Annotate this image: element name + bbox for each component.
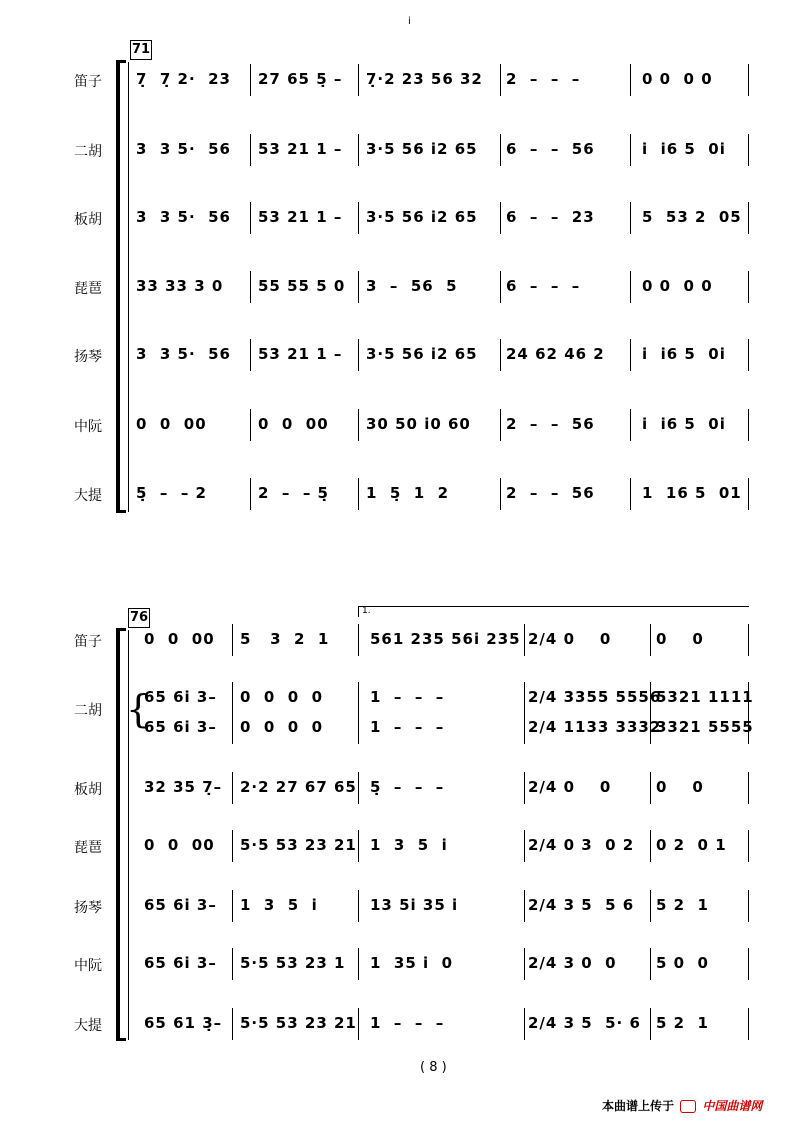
barline (232, 890, 233, 922)
measure-notes: 33 33 3 0 (136, 277, 224, 295)
barline (358, 271, 359, 303)
barline (650, 772, 651, 804)
site-logo-icon (680, 1100, 696, 1113)
measure-notes: 3 – 56 5 (366, 277, 458, 295)
barline (232, 624, 233, 656)
barline (358, 64, 359, 96)
measure-notes: 2 – – 5̣ (258, 484, 329, 502)
measure-notes: 5̣ – – – (370, 778, 445, 796)
measure-notes: i i6 5 0i (642, 345, 726, 363)
barline (232, 830, 233, 862)
barline (500, 202, 501, 234)
barline (250, 478, 251, 510)
measure-notes: 7̣ 7̣ 2· 23 (136, 70, 231, 88)
measure-notes: 1 35 i 0 (370, 954, 454, 972)
measure-notes: 0 2 0 1 (656, 836, 727, 854)
barline (250, 409, 251, 441)
barline (500, 409, 501, 441)
measure-notes: 5·5 53 23 1 (240, 954, 346, 972)
measure-notes: 3·5 56 i2 65 (366, 345, 478, 363)
barline (524, 772, 525, 804)
barline (524, 682, 525, 714)
instrument-label: 中阮 (74, 419, 102, 435)
barline (748, 202, 749, 234)
measure-notes: 561 235 56i 235 (370, 630, 521, 648)
barline (650, 830, 651, 862)
measure-notes: 27 65 5̣ – (258, 70, 343, 88)
measure-notes: 1 3 5 i (240, 896, 318, 914)
barline (358, 202, 359, 234)
measure-notes: 2/4 0 0 (528, 778, 612, 796)
measure-notes: 1 16 5 01 (642, 484, 742, 502)
measure-notes: 65 6i 3– (144, 896, 217, 914)
instrument-label: 扬琴 (74, 900, 102, 916)
measure-notes: 6 – – 56 (506, 140, 595, 158)
barline (232, 1008, 233, 1040)
page-number: ( 8 ) (420, 1060, 447, 1075)
measure-notes: 2 – – – (506, 70, 581, 88)
measure-notes: 0 0 (656, 778, 704, 796)
barline (500, 478, 501, 510)
measure-notes: 53 21 1 – (258, 140, 343, 158)
measure-notes: i i6 5 0i (642, 140, 726, 158)
measure-notes: 5 2 1 (656, 896, 709, 914)
measure-notes: 2·2 27 67 65 (240, 778, 357, 796)
measure-notes: 0 0 00 (136, 415, 207, 433)
bracket-cap-top (116, 60, 126, 63)
barline (232, 712, 233, 744)
barline (524, 948, 525, 980)
measure-notes: 0 0 (656, 630, 704, 648)
measure-notes: 5 53 2 05 (642, 208, 742, 226)
measure-notes: 2/4 1133 3332 (528, 718, 662, 736)
barline (358, 682, 359, 714)
barline (748, 339, 749, 371)
page-mark: i (408, 16, 411, 27)
barline (358, 890, 359, 922)
measure-notes: 0 0 0 0 (240, 688, 324, 706)
barline (650, 1008, 651, 1040)
measure-notes: 3 3 5· 56 (136, 208, 231, 226)
measure-notes: 1 – – – (370, 688, 445, 706)
barline (232, 948, 233, 980)
barline (650, 890, 651, 922)
measure-notes: 7̣·2 23 56 32 (366, 70, 483, 88)
barline (358, 712, 359, 744)
barline (232, 772, 233, 804)
barline (748, 409, 749, 441)
barline (748, 271, 749, 303)
bracket-cap-bottom (116, 1038, 126, 1041)
measure-notes: 1 – – – (370, 1014, 445, 1032)
instrument-label: 板胡 (74, 782, 102, 798)
measure-notes: 1 5̣ 1 2 (366, 484, 450, 502)
barline (250, 134, 251, 166)
measure-notes: 0 0 00 (258, 415, 329, 433)
instrument-label: 大提 (74, 1018, 102, 1034)
volta-bracket (358, 606, 749, 617)
bar-number: 71 (130, 40, 152, 60)
measure-notes: 2/4 3355 5556 (528, 688, 662, 706)
barline (500, 64, 501, 96)
measure-notes: 3 3 5· 56 (136, 345, 231, 363)
measure-notes: 30 50 i0 60 (366, 415, 471, 433)
barline (358, 1008, 359, 1040)
footer-text: 本曲谱上传于 (602, 1099, 675, 1113)
measure-notes: 65 6i 3– (144, 954, 217, 972)
barline (630, 64, 631, 96)
barline (358, 830, 359, 862)
site-logo-text: 中国曲谱网 (702, 1099, 763, 1113)
measure-notes: 6 – – 23 (506, 208, 595, 226)
measure-notes: 5·5 53 23 21 (240, 1014, 357, 1032)
barline (748, 1008, 749, 1040)
measure-notes: 55 55 5 0 (258, 277, 346, 295)
barline (630, 478, 631, 510)
barline (358, 409, 359, 441)
measure-notes: 0 0 00 (144, 630, 215, 648)
system-bracket (116, 630, 120, 1040)
barline (748, 772, 749, 804)
system-bracket (116, 62, 120, 512)
instrument-label: 板胡 (74, 212, 102, 228)
barline (630, 202, 631, 234)
instrument-label: 笛子 (74, 74, 102, 90)
measure-notes: 6 – – – (506, 277, 581, 295)
barline (358, 948, 359, 980)
barline (250, 64, 251, 96)
instrument-label: 二胡 (74, 144, 102, 160)
measure-notes: 32 35 7̣– (144, 778, 223, 796)
barline (524, 830, 525, 862)
barline (250, 202, 251, 234)
measure-notes: 3·5 56 i2 65 (366, 208, 478, 226)
instrument-label: 琵琶 (74, 281, 102, 297)
barline (630, 409, 631, 441)
barline (500, 271, 501, 303)
barline (748, 830, 749, 862)
barline (630, 271, 631, 303)
barline (524, 890, 525, 922)
measure-notes: 2/4 3 0 0 (528, 954, 617, 972)
measure-notes: 65 6i 3– (144, 688, 217, 706)
instrument-label: 二胡 (74, 703, 102, 719)
barline (748, 948, 749, 980)
measure-notes: 5·5 53 23 21 (240, 836, 357, 854)
measure-notes: 0 0 0 0 (240, 718, 324, 736)
barline (358, 624, 359, 656)
measure-notes: 1 – – – (370, 718, 445, 736)
measure-notes: 2 – – 56 (506, 415, 595, 433)
barline (500, 339, 501, 371)
barline (630, 134, 631, 166)
barline (524, 624, 525, 656)
measure-notes: 3321 5555 (656, 718, 754, 736)
bracket-cap-top (116, 628, 126, 631)
measure-notes: 0 0 0 0 (642, 70, 713, 88)
erhu-curly-brace: { (126, 687, 151, 731)
barline (524, 1008, 525, 1040)
barline (650, 624, 651, 656)
measure-notes: 5 0 0 (656, 954, 709, 972)
measure-notes: 0 0 00 (144, 836, 215, 854)
bar-number: 76 (128, 608, 150, 628)
barline (630, 339, 631, 371)
measure-notes: 1 3 5 i (370, 836, 448, 854)
measure-notes: 5 3 2 1 (240, 630, 330, 648)
measure-notes: 5 2 1 (656, 1014, 709, 1032)
barline (358, 339, 359, 371)
barline (358, 772, 359, 804)
instrument-label: 中阮 (74, 958, 102, 974)
measure-notes: 2/4 3 5 5 6 (528, 896, 635, 914)
instrument-label: 笛子 (74, 634, 102, 650)
measure-notes: i i6 5 0i (642, 415, 726, 433)
barline (748, 890, 749, 922)
measure-notes: 2/4 0 0 (528, 630, 612, 648)
measure-notes: 53 21 1 – (258, 208, 343, 226)
measure-notes: 2/4 0 3 0 2 (528, 836, 635, 854)
instrument-label: 大提 (74, 488, 102, 504)
bracket-cap-bottom (116, 510, 126, 513)
instrument-label: 琵琶 (74, 840, 102, 856)
measure-notes: 2/4 3 5 5· 6 (528, 1014, 641, 1032)
measure-notes: 65 61 3̣– (144, 1014, 223, 1032)
measure-notes: 2 – – 56 (506, 484, 595, 502)
barline (524, 712, 525, 744)
barline (232, 682, 233, 714)
barline (748, 134, 749, 166)
barline (748, 624, 749, 656)
measure-notes: 0 0 0 0 (642, 277, 713, 295)
barline (500, 134, 501, 166)
measure-notes: 3·5 56 i2 65 (366, 140, 478, 158)
measure-notes: 24 62 46 2 (506, 345, 605, 363)
barline (250, 339, 251, 371)
barline (250, 271, 251, 303)
measure-notes: 65 6i 3– (144, 718, 217, 736)
volta-label: 1. (362, 606, 371, 616)
measure-notes: 53 21 1 – (258, 345, 343, 363)
staff-start-line (128, 62, 129, 512)
barline (358, 478, 359, 510)
footer-upload-note (602, 1097, 762, 1114)
measure-notes: 3 3 5· 56 (136, 140, 231, 158)
measure-notes: 13 5i 35 i (370, 896, 459, 914)
barline (358, 134, 359, 166)
instrument-label: 扬琴 (74, 349, 102, 365)
measure-notes: 5321 1111 (656, 688, 754, 706)
barline (650, 948, 651, 980)
barline (748, 64, 749, 96)
measure-notes: 5̣ – – 2 (136, 484, 207, 502)
barline (748, 478, 749, 510)
